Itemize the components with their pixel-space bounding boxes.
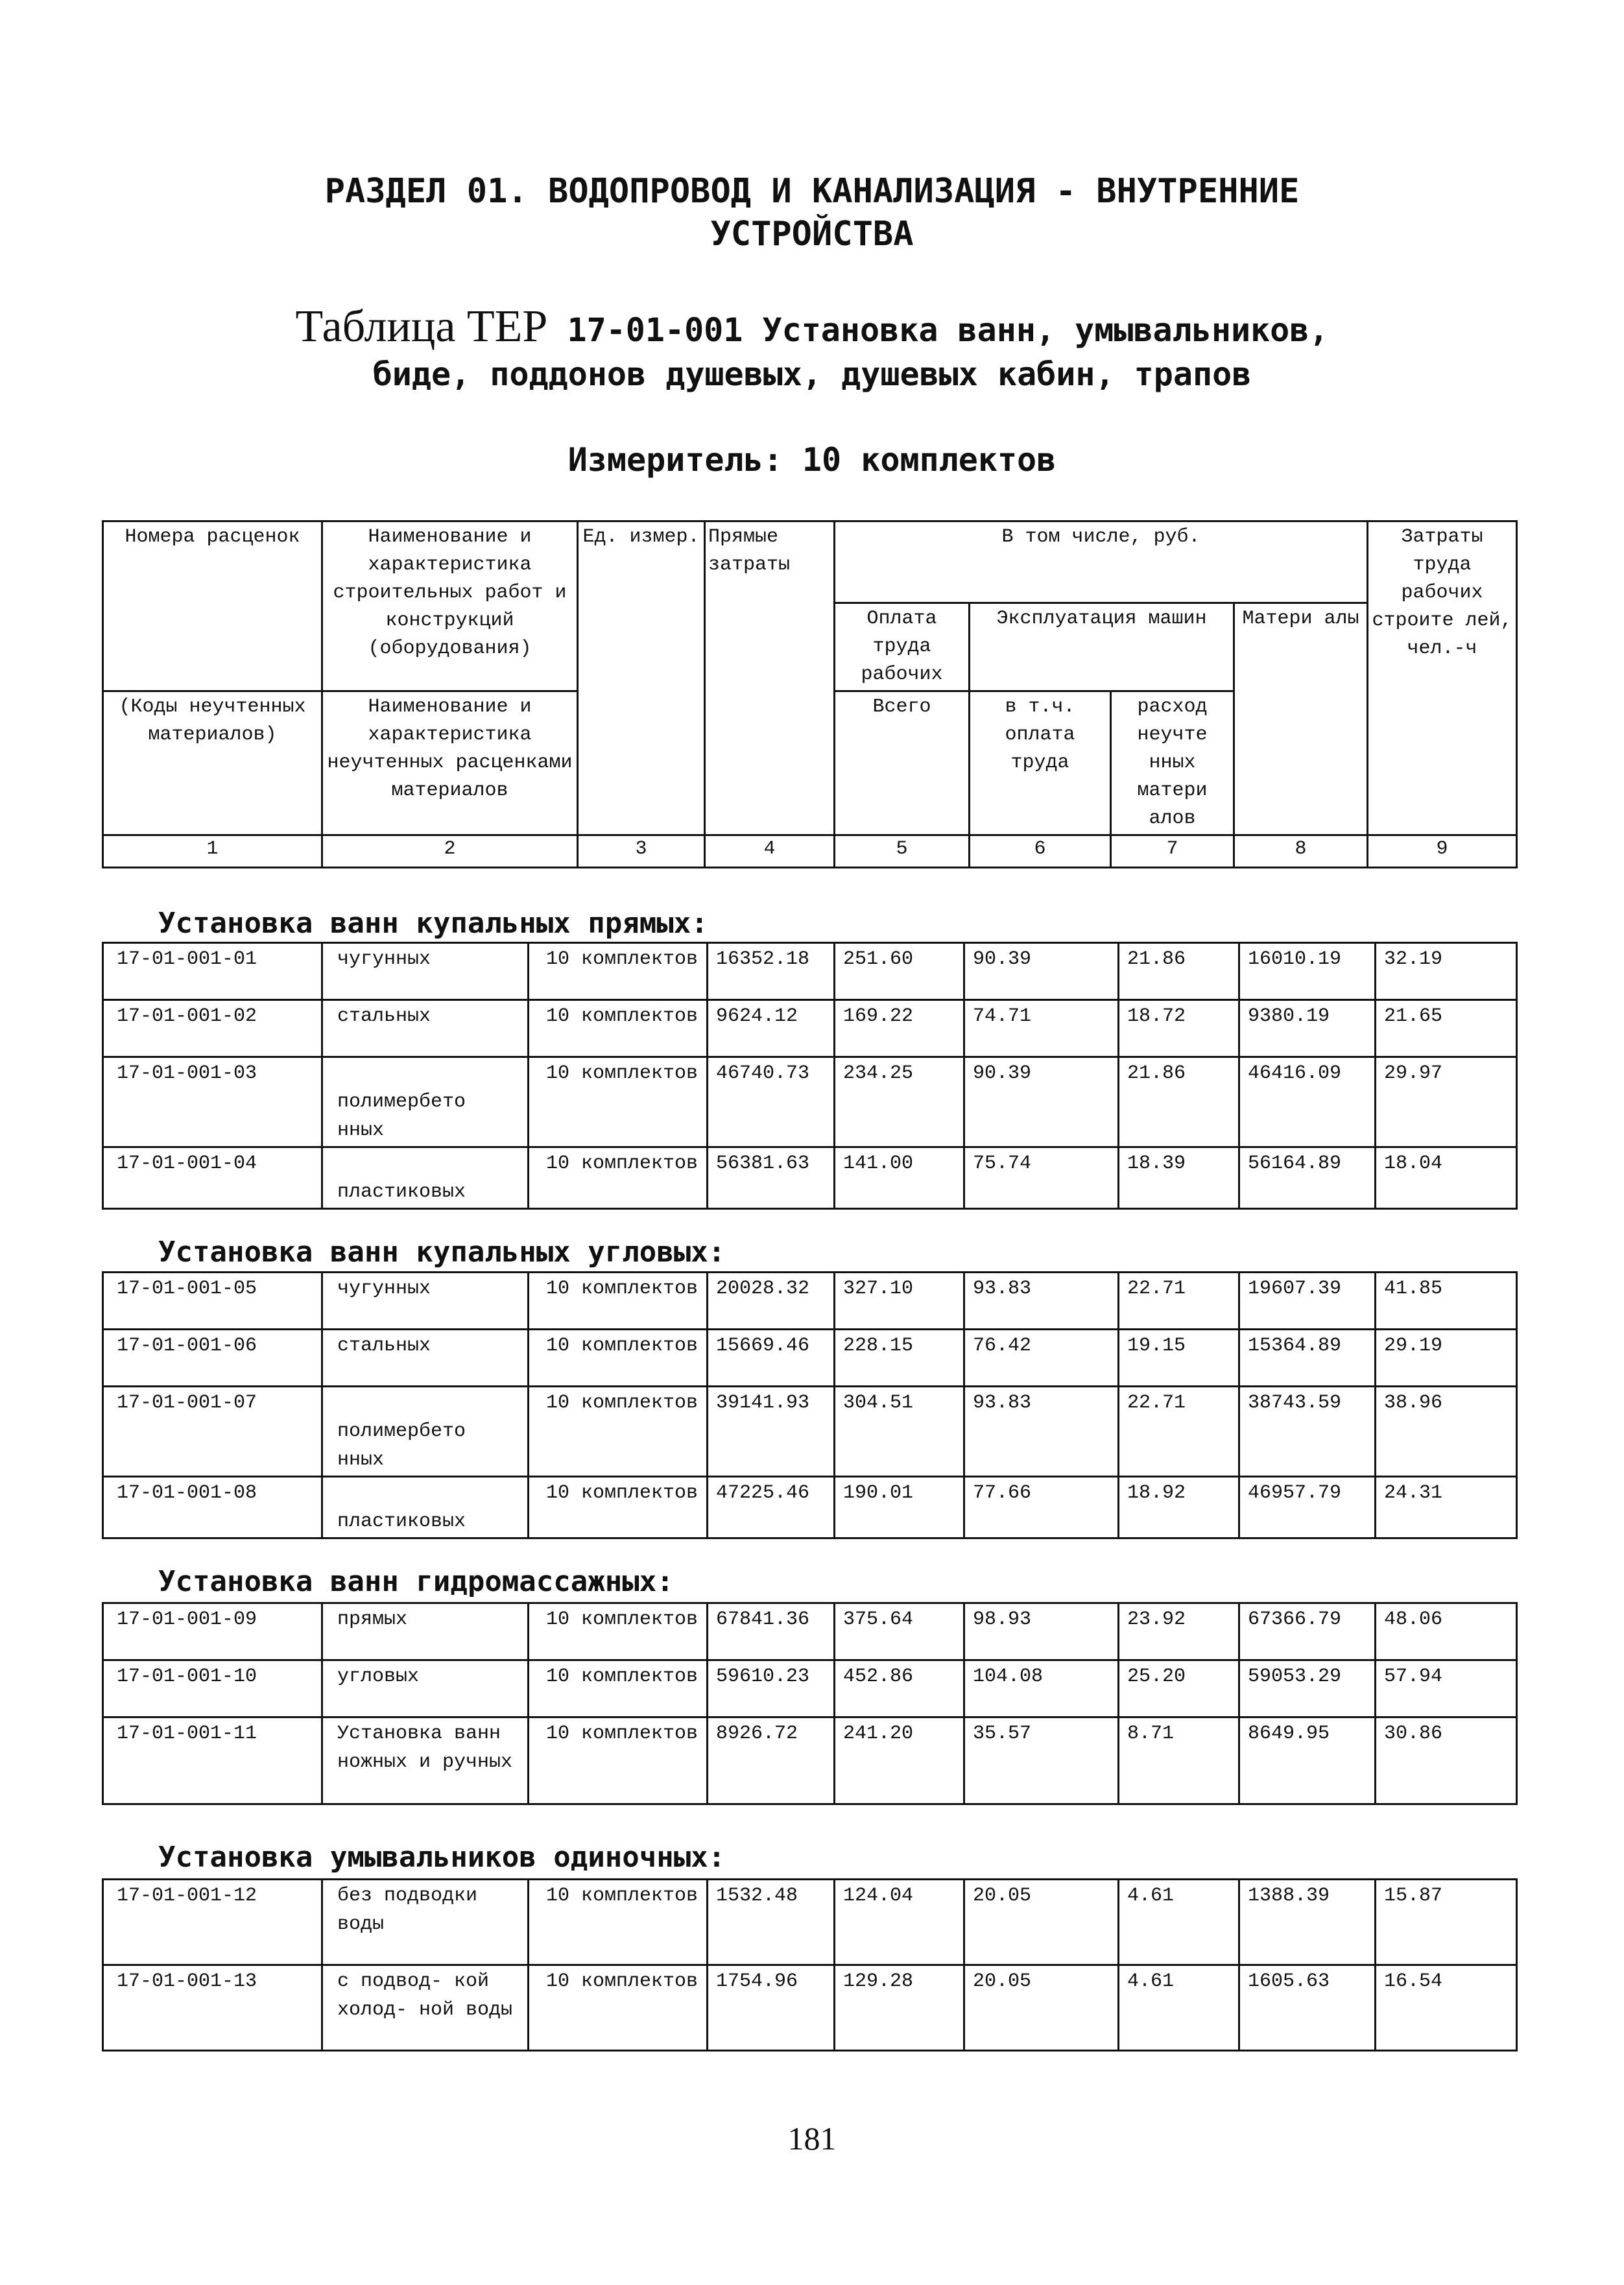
unit: 10 комплектов bbox=[529, 1330, 708, 1387]
labor-costs: 15.87 bbox=[1376, 1880, 1517, 1965]
work-name: без подводки воды bbox=[322, 1880, 529, 1965]
group-title: Установка ванн купальных угловых: bbox=[158, 1236, 726, 1269]
labor-costs: 38.96 bbox=[1376, 1387, 1517, 1477]
materials: 59053.29 bbox=[1239, 1660, 1376, 1717]
wage: 327.10 bbox=[835, 1273, 964, 1330]
materials: 67366.79 bbox=[1239, 1603, 1376, 1660]
column-number: 8 bbox=[1234, 835, 1368, 868]
header-col-1-spacer bbox=[103, 603, 322, 691]
wage: 304.51 bbox=[835, 1387, 964, 1477]
column-number: 2 bbox=[322, 835, 578, 868]
materials: 16010.19 bbox=[1239, 943, 1376, 1000]
machines-total: 98.93 bbox=[964, 1603, 1119, 1660]
table-row bbox=[103, 1057, 1517, 1147]
work-name: с подвод- кой холод- ной воды bbox=[322, 1965, 529, 2051]
header-col-7: в т.ч. оплата труда bbox=[970, 691, 1111, 835]
table-title-line-1 bbox=[0, 302, 1624, 352]
header-col-5: Оплата труда рабочих bbox=[835, 603, 970, 691]
machines-wage: 4.61 bbox=[1119, 1965, 1239, 2051]
direct-costs: 56381.63 bbox=[708, 1147, 835, 1209]
table-title-prefix: Таблица ТЕР bbox=[295, 302, 548, 352]
labor-costs: 32.19 bbox=[1376, 943, 1517, 1000]
wage: 452.86 bbox=[835, 1660, 964, 1717]
machines-total: 90.39 bbox=[964, 1057, 1119, 1147]
header-col-9: Затраты труда рабочих строите лей, чел.-ч bbox=[1368, 521, 1517, 835]
unit: 10 комплектов bbox=[529, 1603, 708, 1660]
work-name: стальных bbox=[322, 1330, 529, 1387]
table-row bbox=[103, 1330, 1517, 1387]
page-number: 181 bbox=[787, 2120, 837, 2157]
wage: 190.01 bbox=[835, 1477, 964, 1538]
materials: 38743.59 bbox=[1239, 1387, 1376, 1477]
section-heading bbox=[0, 170, 1624, 256]
header-col-6: Всего bbox=[835, 691, 970, 835]
rates-table-group-2 bbox=[102, 1271, 1518, 1539]
table-title-line-1-rest: 17-01-001 Установка ванн, умывальников, bbox=[567, 311, 1329, 349]
table-row bbox=[103, 1965, 1517, 2051]
table-row bbox=[103, 1000, 1517, 1057]
header-col-1-top: Номера расценок bbox=[103, 521, 322, 603]
work-name: пластиковых bbox=[322, 1477, 529, 1538]
column-number: 1 bbox=[103, 835, 322, 868]
materials: 56164.89 bbox=[1239, 1147, 1376, 1209]
table-row bbox=[103, 1717, 1517, 1804]
machines-wage: 18.72 bbox=[1119, 1000, 1239, 1057]
direct-costs: 8926.72 bbox=[708, 1717, 835, 1804]
column-number: 4 bbox=[705, 835, 835, 868]
wage: 241.20 bbox=[835, 1717, 964, 1804]
direct-costs: 46740.73 bbox=[708, 1057, 835, 1147]
machines-total: 20.05 bbox=[964, 1880, 1119, 1965]
unit: 10 комплектов bbox=[529, 1000, 708, 1057]
column-number: 9 bbox=[1368, 835, 1517, 868]
machines-wage: 25.20 bbox=[1119, 1660, 1239, 1717]
wage: 169.22 bbox=[835, 1000, 964, 1057]
machines-wage: 22.71 bbox=[1119, 1387, 1239, 1477]
labor-costs: 48.06 bbox=[1376, 1603, 1517, 1660]
wage: 228.15 bbox=[835, 1330, 964, 1387]
wage: 129.28 bbox=[835, 1965, 964, 2051]
materials: 15364.89 bbox=[1239, 1330, 1376, 1387]
direct-costs: 67841.36 bbox=[708, 1603, 835, 1660]
machines-wage: 23.92 bbox=[1119, 1603, 1239, 1660]
machines-wage: 18.92 bbox=[1119, 1477, 1239, 1538]
machines-total: 76.42 bbox=[964, 1330, 1119, 1387]
machines-wage: 22.71 bbox=[1119, 1273, 1239, 1330]
machines-total: 104.08 bbox=[964, 1660, 1119, 1717]
work-name: полимербето нных bbox=[322, 1387, 529, 1477]
machines-total: 90.39 bbox=[964, 943, 1119, 1000]
rates-table-group-3 bbox=[102, 1602, 1518, 1805]
work-name: Установка ванн ножных и ручных bbox=[322, 1717, 529, 1804]
machines-total: 75.74 bbox=[964, 1147, 1119, 1209]
machines-wage: 21.86 bbox=[1119, 943, 1239, 1000]
machines-total: 20.05 bbox=[964, 1965, 1119, 2051]
unit: 10 комплектов bbox=[529, 1660, 708, 1717]
header-machines: Эксплуатация машин bbox=[970, 603, 1234, 691]
group-title: Установка ванн купальных прямых: bbox=[158, 907, 708, 940]
materials: 46957.79 bbox=[1239, 1477, 1376, 1538]
unit: 10 комплектов bbox=[529, 1965, 708, 2051]
direct-costs: 1532.48 bbox=[708, 1880, 835, 1965]
machines-total: 74.71 bbox=[964, 1000, 1119, 1057]
wage: 234.25 bbox=[835, 1057, 964, 1147]
table-row bbox=[103, 1660, 1517, 1717]
direct-costs: 39141.93 bbox=[708, 1387, 835, 1477]
machines-wage: 21.86 bbox=[1119, 1057, 1239, 1147]
labor-costs: 29.97 bbox=[1376, 1057, 1517, 1147]
materials: 9380.19 bbox=[1239, 1000, 1376, 1057]
materials: 19607.39 bbox=[1239, 1273, 1376, 1330]
machines-wage: 19.15 bbox=[1119, 1330, 1239, 1387]
table-row bbox=[103, 1880, 1517, 1965]
rate-code: 17-01-001-11 bbox=[103, 1717, 322, 1804]
header-col-4: Прямые затраты bbox=[705, 521, 835, 835]
column-number: 6 bbox=[970, 835, 1111, 868]
header-including: В том числе, руб. bbox=[835, 521, 1368, 603]
header-col-1-bottom: (Коды неучтенных материалов) bbox=[103, 691, 322, 835]
rate-code: 17-01-001-08 bbox=[103, 1477, 322, 1538]
work-name: чугунных bbox=[322, 1273, 529, 1330]
machines-total: 35.57 bbox=[964, 1717, 1119, 1804]
rate-code: 17-01-001-01 bbox=[103, 943, 322, 1000]
wage: 141.00 bbox=[835, 1147, 964, 1209]
unit: 10 комплектов bbox=[529, 1477, 708, 1538]
unit: 10 комплектов bbox=[529, 1880, 708, 1965]
work-name: полимербето нных bbox=[322, 1057, 529, 1147]
direct-costs: 1754.96 bbox=[708, 1965, 835, 2051]
labor-costs: 24.31 bbox=[1376, 1477, 1517, 1538]
wage: 375.64 bbox=[835, 1603, 964, 1660]
table-row bbox=[103, 1387, 1517, 1477]
direct-costs: 59610.23 bbox=[708, 1660, 835, 1717]
materials: 1605.63 bbox=[1239, 1965, 1376, 2051]
unit: 10 комплектов bbox=[529, 1057, 708, 1147]
machines-wage: 18.39 bbox=[1119, 1147, 1239, 1209]
table-row bbox=[103, 1273, 1517, 1330]
materials: 1388.39 bbox=[1239, 1880, 1376, 1965]
direct-costs: 20028.32 bbox=[708, 1273, 835, 1330]
section-heading-line-1: РАЗДЕЛ 01. ВОДОПРОВОД И КАНАЛИЗАЦИЯ - ВНУТРЕННИЕ bbox=[324, 172, 1300, 211]
rates-table-group-1 bbox=[102, 942, 1518, 1210]
table-row bbox=[103, 943, 1517, 1000]
rate-code: 17-01-001-07 bbox=[103, 1387, 322, 1477]
group-title: Установка умывальников одиночных: bbox=[158, 1841, 726, 1874]
machines-wage: 8.71 bbox=[1119, 1717, 1239, 1804]
work-name: чугунных bbox=[322, 943, 529, 1000]
rate-code: 17-01-001-05 bbox=[103, 1273, 322, 1330]
table-row bbox=[103, 1477, 1517, 1538]
rate-code: 17-01-001-13 bbox=[103, 1965, 322, 2051]
column-number: 3 bbox=[578, 835, 705, 868]
labor-costs: 30.86 bbox=[1376, 1717, 1517, 1804]
direct-costs: 9624.12 bbox=[708, 1000, 835, 1057]
unit: 10 комплектов bbox=[529, 1387, 708, 1477]
work-name: стальных bbox=[322, 1000, 529, 1057]
section-heading-line-2: УСТРОЙСТВА bbox=[710, 215, 914, 254]
machines-total: 93.83 bbox=[964, 1273, 1119, 1330]
unit: 10 комплектов bbox=[529, 943, 708, 1000]
unit-line: Измеритель: 10 комплектов bbox=[567, 441, 1057, 479]
labor-costs: 41.85 bbox=[1376, 1273, 1517, 1330]
group-title: Установка ванн гидромассажных: bbox=[158, 1565, 674, 1598]
header-col-3: Ед. измер. bbox=[578, 521, 705, 835]
column-number: 7 bbox=[1111, 835, 1234, 868]
header-col-8-bottom: расход неучте нных матери алов bbox=[1111, 691, 1234, 835]
labor-costs: 16.54 bbox=[1376, 1965, 1517, 2051]
table-row bbox=[103, 1603, 1517, 1660]
rate-code: 17-01-001-09 bbox=[103, 1603, 322, 1660]
labor-costs: 57.94 bbox=[1376, 1660, 1517, 1717]
work-name: пластиковых bbox=[322, 1147, 529, 1209]
column-header-table bbox=[102, 520, 1518, 868]
header-col-8-top: Матери алы bbox=[1234, 603, 1368, 691]
machines-total: 77.66 bbox=[964, 1477, 1119, 1538]
rate-code: 17-01-001-04 bbox=[103, 1147, 322, 1209]
materials: 8649.95 bbox=[1239, 1717, 1376, 1804]
machines-total: 93.83 bbox=[964, 1387, 1119, 1477]
rate-code: 17-01-001-02 bbox=[103, 1000, 322, 1057]
direct-costs: 16352.18 bbox=[708, 943, 835, 1000]
header-col-2-bottom: Наименование и характеристика неучтенных расценками материалов bbox=[322, 691, 578, 835]
table-title bbox=[0, 302, 1624, 396]
rate-code: 17-01-001-06 bbox=[103, 1330, 322, 1387]
direct-costs: 15669.46 bbox=[708, 1330, 835, 1387]
labor-costs: 18.04 bbox=[1376, 1147, 1517, 1209]
rates-table-group-4 bbox=[102, 1878, 1518, 2052]
labor-costs: 21.65 bbox=[1376, 1000, 1517, 1057]
labor-costs: 29.19 bbox=[1376, 1330, 1517, 1387]
header-col-2-top: Наименование и характеристика строительных работ и конструкций (оборудования) bbox=[322, 521, 578, 691]
rate-code: 17-01-001-10 bbox=[103, 1660, 322, 1717]
unit: 10 комплектов bbox=[529, 1273, 708, 1330]
rate-code: 17-01-001-12 bbox=[103, 1880, 322, 1965]
rate-code: 17-01-001-03 bbox=[103, 1057, 322, 1147]
column-number: 5 bbox=[835, 835, 970, 868]
wage: 251.60 bbox=[835, 943, 964, 1000]
materials: 46416.09 bbox=[1239, 1057, 1376, 1147]
unit: 10 комплектов bbox=[529, 1717, 708, 1804]
unit: 10 комплектов bbox=[529, 1147, 708, 1209]
table-row bbox=[103, 1147, 1517, 1209]
table-title-line-2: биде, поддонов душевых, душевых кабин, трапов bbox=[372, 355, 1252, 393]
machines-wage: 4.61 bbox=[1119, 1880, 1239, 1965]
work-name: угловых bbox=[322, 1660, 529, 1717]
work-name: прямых bbox=[322, 1603, 529, 1660]
wage: 124.04 bbox=[835, 1880, 964, 1965]
direct-costs: 47225.46 bbox=[708, 1477, 835, 1538]
